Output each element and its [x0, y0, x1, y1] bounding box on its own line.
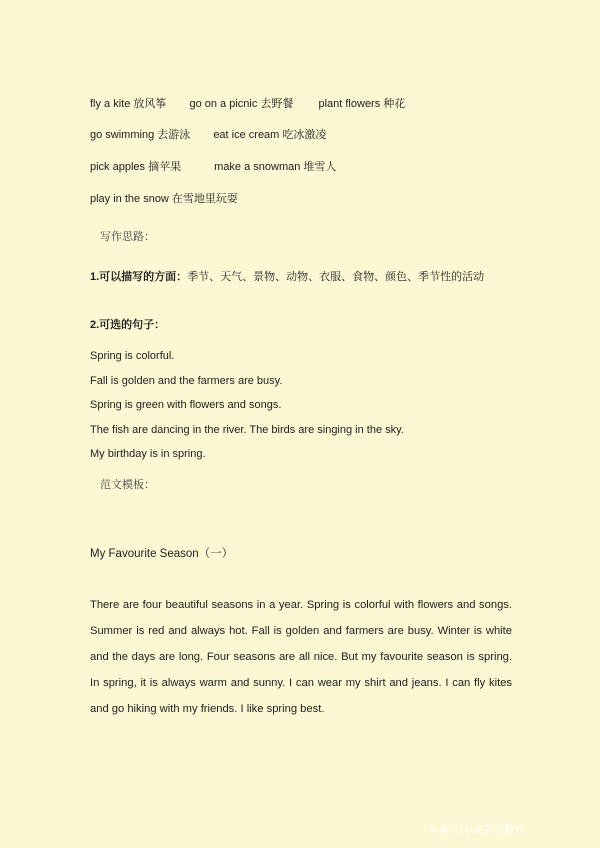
vocab-row-3	[90, 160, 336, 174]
sentence-item: Spring is green with flowers and songs.	[90, 399, 282, 411]
sentence-item: My birthday is in spring.	[90, 448, 206, 460]
vocab-row-4	[90, 192, 238, 206]
essay-body: There are four beautiful seasons in a year. Spring is colorful with flowers and songs. Summer is red and always hot. Fall is golden and farmers are busy. Winter is white and the days are long. Four seasons are all nice. But my favourite season is spring. In spring, it is always warm and sunny. I can wear my shirt and jeans. I can fly kites and go hiking with my friends. I like spring best.	[90, 599, 512, 715]
vocab-row-1	[90, 97, 405, 111]
watermark-text: 头条号/小虎英语教育	[428, 824, 526, 836]
sample-heading: 范文模板：	[100, 479, 155, 491]
vocab-phrase: make a snowman 堆雪人	[214, 161, 337, 173]
vocab-phrase: play in the snow 在雪地里玩耍	[90, 193, 238, 205]
writing-point-2-label: 2.可选的句子：	[90, 319, 166, 331]
vocab-row-2	[90, 128, 326, 142]
vocab-phrase: go on a picnic 去野餐	[189, 98, 294, 110]
essay-title: My Favourite Season（一）	[90, 548, 234, 560]
vocab-phrase: fly a kite 放风筝	[90, 98, 167, 110]
writing-point-1	[90, 270, 484, 284]
vocab-phrase: eat ice cream 吃冰激凌	[213, 129, 327, 141]
writing-point-1-text: 季节、天气、景物、动物、衣服、食物、颜色、季节性的活动	[187, 271, 485, 283]
sentence-item: Fall is golden and the farmers are busy.	[90, 375, 283, 387]
vocab-phrase: plant flowers 种花	[318, 98, 406, 110]
writing-ideas-heading: 写作思路：	[100, 231, 155, 243]
sentence-item: The fish are dancing in the river. The birds are singing in the sky.	[90, 424, 404, 436]
writing-point-1-label: 1.可以描写的方面：	[90, 271, 188, 283]
vocab-phrase: pick apples 摘苹果	[90, 161, 182, 173]
vocab-phrase: go swimming 去游泳	[90, 129, 191, 141]
sentence-item: Spring is colorful.	[90, 350, 175, 362]
